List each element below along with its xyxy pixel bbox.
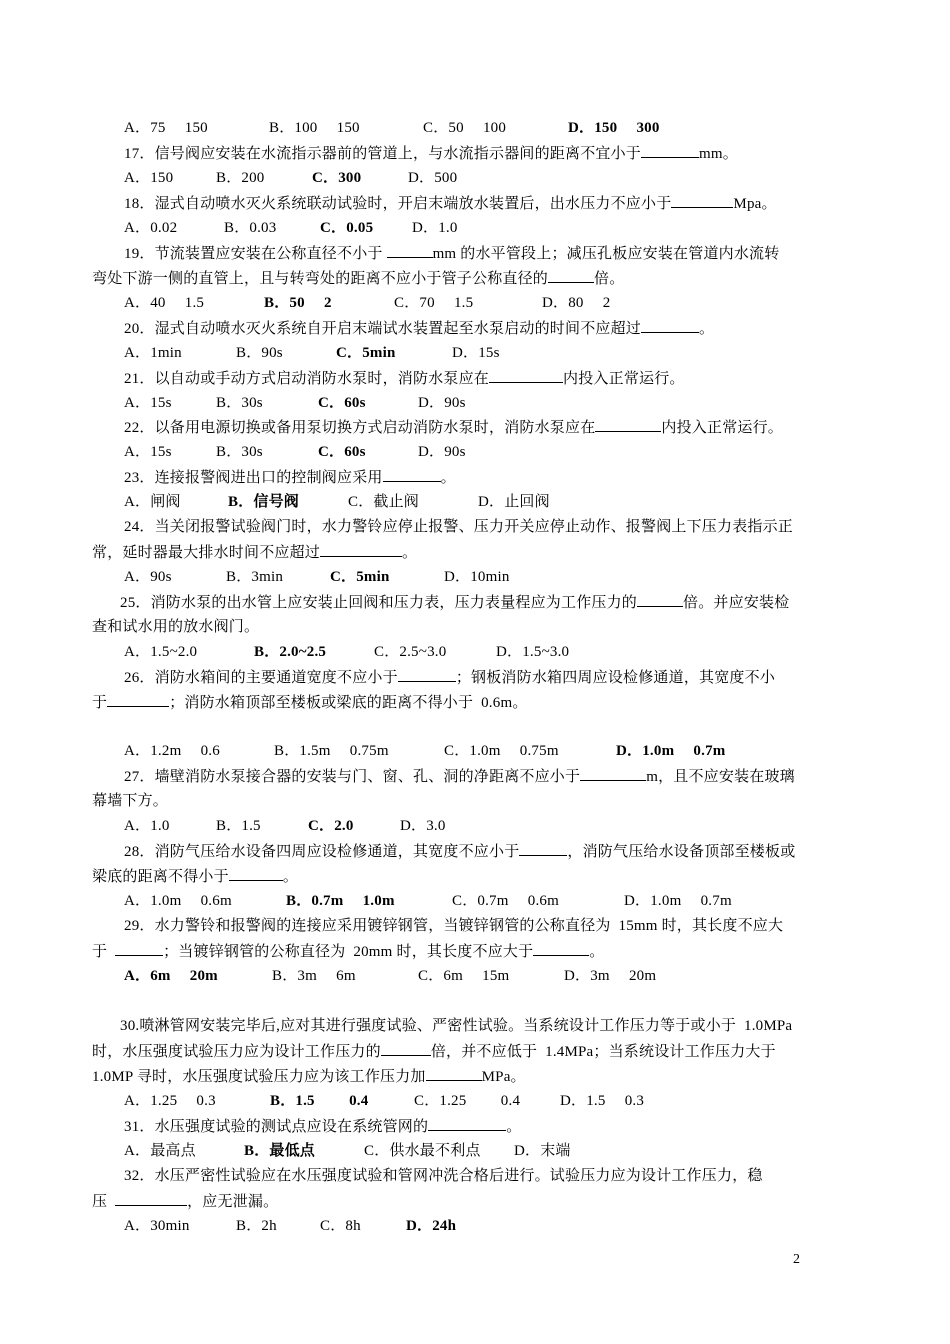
question-text: 。: [402, 545, 418, 561]
question-text-line: [120, 590, 858, 614]
question-text-line: [124, 366, 862, 390]
answer-option: A．1.0: [124, 818, 170, 834]
answer-option: B．2h: [236, 1218, 277, 1234]
answer-options-line: [124, 739, 862, 763]
answer-option: A．闸阀: [124, 494, 181, 510]
answer-option: A．90s: [124, 569, 172, 585]
fill-in-blank: [641, 141, 699, 158]
answer-option: B．30s: [216, 444, 263, 460]
answer-option: B．1.5: [216, 818, 261, 834]
answer-option-correct: B．信号阀: [228, 494, 300, 510]
question-text: 倍。并应安装检: [683, 595, 790, 611]
question-text-line: [92, 1039, 862, 1063]
answer-option-correct: C．2.0: [308, 818, 354, 834]
question-text: 压: [92, 1194, 116, 1210]
question-text: 。: [440, 470, 456, 486]
question-text: 24．当关闭报警试验阀门时，水力警铃应停止报警、压力开关应停止动作、报警阀上下压力表指示正: [124, 519, 794, 535]
question-text: 。: [589, 944, 605, 960]
question-text: 21．以自动或手动方式启动消防水泵时，消防水泵应在: [124, 371, 490, 387]
answer-options-line: [124, 291, 862, 315]
question-text: ，消防气压给水设备顶部至楼板或: [567, 844, 796, 860]
answer-option: B．1.5m 0.75m: [274, 743, 389, 759]
fill-in-blank: [519, 839, 567, 856]
answer-options-line: [124, 490, 862, 514]
answer-option: B．3m 6m: [272, 968, 356, 984]
answer-option-correct: C．5min: [336, 345, 396, 361]
question-text-line: [124, 665, 862, 689]
question-text: 。: [282, 869, 299, 885]
question-text: 时，水压强度试验压力应为设计工作压力的: [92, 1044, 381, 1060]
answer-options-line: [124, 565, 862, 589]
answer-option: D．80 2: [542, 295, 611, 311]
answer-option: C．6m 15m: [418, 968, 510, 984]
answer-option: D．500: [408, 170, 458, 186]
question-text: 1.0MP 寻时，水压强度试验压力应为该工作压力加: [92, 1069, 426, 1085]
question-text: 17．信号阀应安装在水流指示器前的管道上，与水流指示器间的距离不宜小于: [124, 146, 642, 162]
answer-option: A．30min: [124, 1218, 190, 1234]
question-text-line: [92, 789, 862, 813]
answer-options-line: [124, 116, 862, 140]
answer-options-line: [124, 1214, 862, 1238]
question-text: MPa。: [481, 1069, 526, 1085]
answer-option: D．90s: [418, 444, 466, 460]
question-text: 。: [506, 1119, 522, 1135]
question-text: 23．连接报警阀进出口的控制阀应采用: [124, 470, 383, 486]
fill-in-blank: [115, 939, 163, 956]
answer-option: A．15s: [124, 444, 172, 460]
question-text: 22．以备用电源切换或备用泵切换方式启动消防水泵时，消防水泵应在: [124, 420, 596, 436]
answer-option: D．1.0: [412, 220, 458, 236]
answer-options-line: [124, 391, 862, 415]
answer-option-correct: B．最低点: [244, 1143, 316, 1159]
question-text: 于: [92, 695, 108, 711]
question-text-line: [124, 1114, 862, 1138]
question-text-line: [124, 839, 862, 863]
question-text: 倍。: [594, 271, 625, 287]
question-text: Mpa。: [733, 196, 777, 212]
answer-options-line: [124, 889, 862, 913]
question-text: ；钢板消防水箱四周应设检修通道，其宽度不小: [455, 670, 776, 686]
page-number: 2: [793, 1252, 800, 1267]
question-text: 幕墙下方。: [92, 793, 169, 809]
question-text: mm 的水平管段上；减压孔板应安装在管道内水流转: [432, 246, 780, 262]
answer-option: A．15s: [124, 395, 172, 411]
question-text: 32．水压严密性试验应在水压强度试验和管网冲洗合格后进行。试验压力应为设计工作压力，稳: [124, 1168, 763, 1184]
answer-option: C．1.25 0.4: [414, 1093, 521, 1109]
answer-option-correct: C．5min: [330, 569, 390, 585]
answer-option-correct: B．1.5 0.4: [270, 1093, 369, 1109]
fill-in-blank: [641, 316, 699, 333]
question-text: 29．水力警铃和报警阀的连接应采用镀锌钢管，当镀锌钢管的公称直径为 15mm 时，其长度不应大: [124, 918, 784, 934]
answer-option: A．1.0m 0.6m: [124, 893, 232, 909]
answer-option-correct: B．0.7m 1.0m: [286, 893, 395, 909]
fill-in-blank: [383, 465, 441, 482]
question-text-line: [92, 939, 862, 963]
answer-option: D．1.0m 0.7m: [624, 893, 732, 909]
question-text: 30.喷淋管网安装完毕后,应对其进行强度试验、严密性试验。当系统设计工作压力等于或小于 1.0MPa: [120, 1018, 793, 1034]
question-text-line: [124, 141, 862, 165]
question-text-line: [124, 914, 862, 938]
fill-in-blank: [580, 764, 646, 781]
answer-option: A．150: [124, 170, 174, 186]
question-text: mm。: [699, 146, 738, 162]
question-text-line: [92, 266, 862, 290]
answer-option: C．8h: [320, 1218, 361, 1234]
answer-option-correct: D．24h: [406, 1218, 457, 1234]
answer-option-correct: C．300: [312, 170, 362, 186]
answer-option: D．90s: [418, 395, 466, 411]
fill-in-blank: [115, 1189, 187, 1206]
question-text-line: [124, 515, 862, 539]
question-text-line: [124, 465, 862, 489]
answer-option-correct: A．6m 20m: [124, 968, 218, 984]
question-text: 内投入正常运行。: [563, 371, 685, 387]
answer-option: D．10min: [444, 569, 510, 585]
answer-option: D．15s: [452, 345, 500, 361]
question-text: 内投入正常运行。: [661, 420, 784, 436]
fill-in-blank: [637, 590, 683, 607]
question-text: 26．消防水箱间的主要通道宽度不应小于: [124, 670, 398, 686]
answer-options-line: [124, 1089, 862, 1113]
fill-in-blank: [107, 690, 169, 707]
fill-in-blank: [387, 241, 433, 258]
question-text-line: [120, 1014, 858, 1038]
answer-option: A．1.25 0.3: [124, 1093, 216, 1109]
question-text-line: [124, 241, 862, 265]
question-text: m，且不应安装在玻璃: [646, 769, 795, 785]
question-text-line: [92, 1064, 862, 1088]
answer-option: C．供水最不利点: [364, 1143, 481, 1159]
question-text-line: [124, 764, 862, 788]
answer-option: B．100 150: [269, 120, 360, 136]
answer-option: D．止回阀: [478, 494, 550, 510]
answer-options-line: [124, 440, 862, 464]
fill-in-blank: [398, 665, 456, 682]
question-text: 31．水压强度试验的测试点应设在系统管网的: [124, 1119, 429, 1135]
question-text: 28．消防气压给水设备四周应设检修通道，其宽度不应小于: [124, 844, 520, 860]
question-text: ；消防水箱顶部至楼板或梁底的距离不得小于 0.6m。: [169, 695, 528, 711]
fill-in-blank: [533, 939, 589, 956]
question-text-line: [124, 191, 862, 215]
question-text: 倍，并不应低于 1.4MPa；当系统设计工作压力大于: [430, 1044, 776, 1060]
answer-option: A．40 1.5: [124, 295, 205, 311]
question-text-line: [124, 1164, 862, 1188]
question-text-line: [92, 615, 862, 639]
question-text: 弯处下游一侧的直管上，且与转弯处的距离不应小于管子公称直径的: [92, 271, 549, 287]
answer-option: A．1.2m 0.6: [124, 743, 220, 759]
answer-option: B．0.03: [224, 220, 277, 236]
fill-in-blank: [595, 415, 661, 432]
question-text: 常，延时器最大排水时间不应超过: [92, 545, 321, 561]
question-text: 19．节流装置应安装在公称直径不小于: [124, 246, 387, 262]
answer-option: A．最高点: [124, 1143, 196, 1159]
answer-option: C．1.0m 0.75m: [444, 743, 559, 759]
answer-option-correct: C．0.05: [320, 220, 374, 236]
answer-option: C．截止阀: [348, 494, 420, 510]
answer-option: B．90s: [236, 345, 283, 361]
question-text-line: [124, 415, 862, 439]
question-text: ；当镀锌钢管的公称直径为 20mm 时，其长度不应大于: [163, 944, 534, 960]
question-text-line: [92, 540, 862, 564]
answer-option-correct: B．2.0~2.5: [254, 644, 327, 660]
answer-options-line: [124, 216, 862, 240]
fill-in-blank: [229, 864, 283, 881]
answer-options-line: [124, 341, 862, 365]
answer-option-correct: C．60s: [318, 444, 366, 460]
question-text: 。: [699, 321, 715, 337]
answer-options-line: [124, 1139, 862, 1163]
answer-option: B．200: [216, 170, 265, 186]
question-text: 梁底的距离不得小于: [92, 869, 229, 885]
answer-option: A．1.5~2.0: [124, 644, 198, 660]
answer-option: A．1min: [124, 345, 182, 361]
question-text: 查和试水用的放水阀门。: [92, 619, 260, 635]
question-text: 18．湿式自动喷水灭火系统联动试验时，开启末端放水装置后，出水压力不应小于: [124, 196, 672, 212]
answer-options-line: [124, 814, 862, 838]
answer-option: A．75 150: [124, 120, 208, 136]
fill-in-blank: [428, 1114, 506, 1131]
answer-option-correct: D．150 300: [568, 120, 660, 136]
fill-in-blank: [548, 266, 594, 283]
answer-option: A．0.02: [124, 220, 178, 236]
answer-option: D．3m 20m: [564, 968, 657, 984]
question-text: ，应无泄漏。: [187, 1194, 279, 1210]
fill-in-blank: [320, 540, 402, 557]
answer-option-correct: B．50 2: [264, 295, 332, 311]
answer-option: C．2.5~3.0: [374, 644, 447, 660]
question-text: 20．湿式自动喷水灭火系统自开启末端试水装置起至水泵启动的时间不应超过: [124, 321, 642, 337]
question-text: 于: [92, 944, 116, 960]
answer-option: D．3.0: [400, 818, 446, 834]
answer-option: D．1.5 0.3: [560, 1093, 645, 1109]
answer-option: C．70 1.5: [394, 295, 474, 311]
answer-option: B．30s: [216, 395, 263, 411]
answer-options-line: [124, 964, 862, 988]
fill-in-blank: [426, 1064, 482, 1081]
answer-options-line: [124, 640, 862, 664]
question-text-line: [92, 690, 862, 714]
fill-in-blank: [671, 191, 733, 208]
answer-option: D．末端: [514, 1143, 571, 1159]
answer-options-line: [124, 166, 862, 190]
answer-option: C．50 100: [423, 120, 507, 136]
answer-option-correct: D．1.0m 0.7m: [616, 743, 726, 759]
answer-option: B．3min: [226, 569, 284, 585]
fill-in-blank: [489, 366, 563, 383]
answer-option: C．0.7m 0.6m: [452, 893, 559, 909]
question-text: 27．墙壁消防水泵接合器的安装与门、窗、孔、洞的净距离不应小于: [124, 769, 581, 785]
question-text-line: [124, 316, 862, 340]
fill-in-blank: [381, 1039, 431, 1056]
answer-option: D．1.5~3.0: [496, 644, 570, 660]
answer-option-correct: C．60s: [318, 395, 366, 411]
question-text-line: [92, 864, 862, 888]
question-text: 25．消防水泵的出水管上应安装止回阀和压力表，压力表量程应为工作压力的: [120, 595, 638, 611]
question-text-line: [92, 1189, 862, 1213]
